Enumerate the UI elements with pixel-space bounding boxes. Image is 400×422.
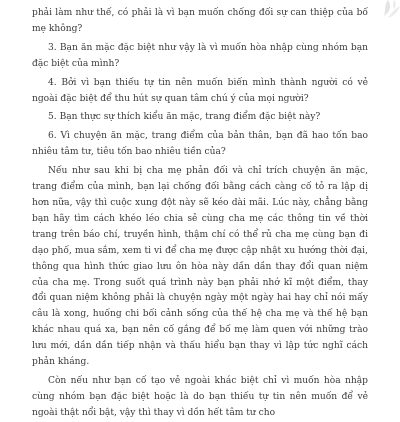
question-4: 4. Bởi vì bạn thiếu tự tin nên muốn biến mình thành người có vẻ ngoài đặc biệt để thu hút sự quan tâm chú ý của mọi người? [32, 77, 368, 104]
body-paragraph: Còn nếu như bạn cố tạo vẻ ngoài khác biệt chỉ vì muốn hòa nhập cùng nhóm bạn đặc biệt hoặc là do bạn thiếu tự tin nên muốn để vẻ ngoài thật nổi bật, vậy thì thay vì dồn hết tâm tư cho [32, 375, 368, 418]
body-paragraph: Nếu như sau khi bị cha mẹ phản đối và chỉ trích chuyện ăn mặc, trang điểm của mình, bạn lại chống đối bằng cách càng cố tỏ ra lập dị hơn nữa, vậy thì cuộc xung đột này sẽ kéo dài mãi. Lúc này, chẳng bằng bạn hãy tìm cách khéo léo chia sẻ cùng cha mẹ các thông tin về thời trang trên báo chí, truyền hình, thậm chí có thể rủ cha mẹ cùng bạn đi dạo phố, mua sắm, xem ti vi để cha mẹ được cập nhật xu hướng thời đại, thông qua hình thức giao lưu ôn hòa này dần dần thay đổi quan niệm của cha mẹ. Trong suốt quá trình này bạn phải nhớ kĩ một điểm, thay đổi quan niệm không phải là chuyện ngày một ngày hai hay chỉ nói mấy câu là xong, huống chi bối cảnh sống của thế hệ cha mẹ và thế hệ bạn khác nhau quá xa, bạn nên cố gắng để bố mẹ làm quen với những trào lưu mới, dần dần tiếp nhận và thấu hiểu bạn thay vì lập tức nghĩ cách phản kháng. [32, 166, 368, 368]
question-5: 5. Bạn thực sự thích kiểu ăn mặc, trang điểm đặc biệt này? [48, 112, 321, 123]
leaf-decoration-icon [368, 0, 400, 32]
question-3: 3. Bạn ăn mặc đặc biệt như vậy là vì muốn hòa nhập cùng nhóm bạn đặc biệt của mình? [32, 42, 368, 69]
question-6: 6. Vì chuyện ăn mặc, trang điểm của bản thân, bạn đã hao tốn bao nhiêu tâm tư, tiêu tốn bao nhiêu tiền của? [32, 131, 368, 158]
paragraph-continuation: phải làm như thế, có phải là vì bạn muốn chống đối sự can thiệp của bố mẹ không? [32, 8, 368, 34]
